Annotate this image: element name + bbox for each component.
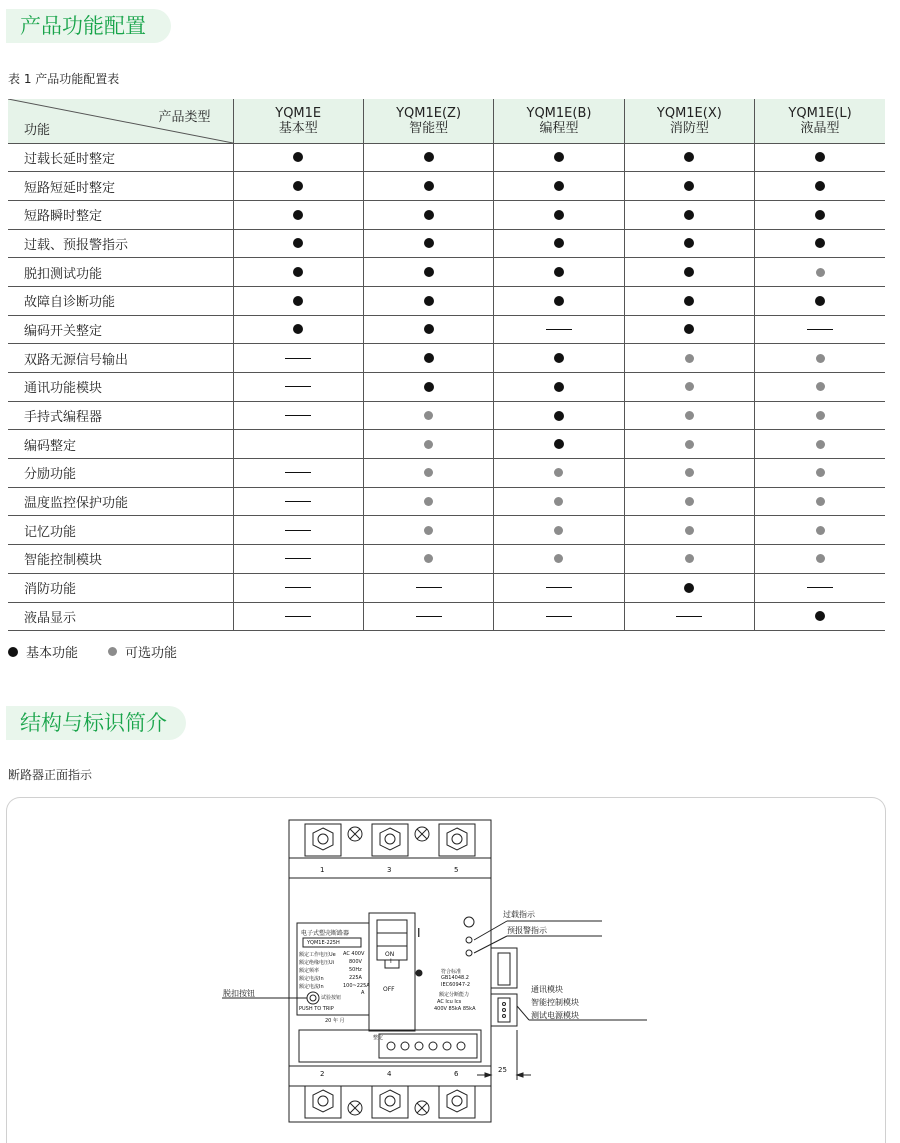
feature-cell <box>363 459 493 488</box>
table-row <box>8 602 885 631</box>
basic-dot-icon <box>554 439 564 449</box>
feature-cell <box>494 545 624 574</box>
optional-dot-icon <box>424 554 433 563</box>
feature-cell <box>755 229 885 258</box>
table-row <box>8 459 885 488</box>
feature-cell <box>755 258 885 287</box>
optional-dot-icon <box>685 354 694 363</box>
basic-dot-icon <box>293 210 303 220</box>
optional-dot-icon <box>685 497 694 506</box>
corner-product-type-label: 产品类型 <box>158 110 211 125</box>
basic-dot-icon <box>684 583 694 593</box>
optional-dot-icon <box>108 647 117 656</box>
nameplate-unit: A <box>361 990 365 996</box>
feature-cell <box>624 172 754 201</box>
callout-comm-module: 通讯模块 <box>531 985 563 994</box>
basic-dot-icon <box>554 238 564 248</box>
not-available-dash-icon <box>285 415 311 416</box>
basic-dot-icon <box>684 238 694 248</box>
feature-cell <box>233 516 363 545</box>
feature-cell <box>624 143 754 172</box>
basic-dot-icon <box>554 296 564 306</box>
column-header <box>494 99 624 143</box>
table-row <box>8 430 885 459</box>
optional-dot-icon <box>685 382 694 391</box>
legend-basic-label: 基本功能 <box>26 646 79 661</box>
table-caption: 表 1 产品功能配置表 <box>8 72 120 86</box>
feature-cell <box>363 286 493 315</box>
optional-dot-icon <box>816 497 825 506</box>
table-row <box>8 143 885 172</box>
nameplate-title: 电子式塑壳断路器 <box>301 930 350 937</box>
feature-cell <box>363 545 493 574</box>
feature-cell <box>755 286 885 315</box>
basic-dot-icon <box>815 152 825 162</box>
feature-cell <box>494 373 624 402</box>
nameplate-key: 额定绝缘电压Ui <box>299 960 335 966</box>
feature-cell <box>624 229 754 258</box>
feature-cell <box>363 373 493 402</box>
not-available-dash-icon <box>546 616 572 617</box>
column-model: YQM1E(X) <box>656 105 722 121</box>
feature-cell <box>624 516 754 545</box>
feature-cell <box>624 430 754 459</box>
column-type: 智能型 <box>409 120 449 136</box>
column-header <box>624 99 754 143</box>
feature-cell <box>755 315 885 344</box>
standards-line: GB14048.2 <box>441 975 469 981</box>
optional-dot-icon <box>685 554 694 563</box>
table-legend <box>8 642 207 661</box>
feature-cell <box>233 545 363 574</box>
basic-dot-icon <box>684 296 694 306</box>
basic-dot-icon <box>684 324 694 334</box>
feature-cell <box>494 315 624 344</box>
basic-dot-icon <box>293 152 303 162</box>
feature-cell <box>755 573 885 602</box>
feature-cell <box>233 286 363 315</box>
column-header <box>233 99 363 143</box>
column-model: YQM1E <box>275 105 322 121</box>
callout-trip-button: 脱扣按钮 <box>223 989 255 998</box>
feature-cell <box>494 344 624 373</box>
corner-function-label: 功能 <box>24 122 51 138</box>
feature-cell <box>624 401 754 430</box>
legend-optional-label: 可选功能 <box>125 646 178 661</box>
nameplate-value: 225A <box>349 975 362 981</box>
function-name-cell: 短路瞬时整定 <box>8 200 233 229</box>
optional-dot-icon <box>424 468 433 477</box>
feature-cell <box>233 487 363 516</box>
nameplate-key: 额定频率 <box>299 968 320 974</box>
basic-dot-icon <box>424 324 434 334</box>
section-title-product-config: 产品功能配置 <box>6 9 171 43</box>
not-available-dash-icon <box>285 386 311 387</box>
feature-cell <box>363 516 493 545</box>
feature-cell <box>233 573 363 602</box>
function-name-cell: 过载、预报警指示 <box>8 229 233 258</box>
nameplate-value: AC 400V <box>343 951 365 957</box>
feature-cell <box>494 602 624 631</box>
breaking-row: 400V 85kA 85kA <box>434 1006 476 1012</box>
feature-cell <box>624 487 754 516</box>
table-row <box>8 573 885 602</box>
feature-cell <box>624 373 754 402</box>
column-type: 消防型 <box>669 120 709 136</box>
feature-cell <box>363 487 493 516</box>
feature-cell <box>233 229 363 258</box>
nameplate-key: 额定电流In <box>299 984 324 990</box>
function-name-cell: 记忆功能 <box>8 516 233 545</box>
dimension-label: 25 <box>498 1066 507 1074</box>
nameplate-key: 额定电流In <box>299 976 324 982</box>
table-row <box>8 401 885 430</box>
basic-dot-icon <box>554 382 564 392</box>
standards-line: 额定分断能力 <box>439 992 470 998</box>
optional-dot-icon <box>816 268 825 277</box>
not-available-dash-icon <box>285 530 311 531</box>
basic-dot-icon <box>424 382 434 392</box>
function-name-cell: 脱扣测试功能 <box>8 258 233 287</box>
basic-dot-icon <box>8 647 18 657</box>
optional-dot-icon <box>685 468 694 477</box>
feature-cell <box>363 143 493 172</box>
function-name-cell: 故障自诊断功能 <box>8 286 233 315</box>
feature-cell <box>755 602 885 631</box>
nameplate-push-to-trip: PUSH TO TRIP <box>299 1006 334 1012</box>
column-type: 液晶型 <box>800 120 840 136</box>
column-model: YQM1E(B) <box>526 105 592 121</box>
feature-cell <box>494 172 624 201</box>
basic-dot-icon <box>815 181 825 191</box>
breaking-head: AC Icu Ics <box>437 999 462 1005</box>
basic-dot-icon <box>815 210 825 220</box>
not-available-dash-icon <box>546 587 572 588</box>
feature-cell <box>363 344 493 373</box>
feature-cell <box>494 229 624 258</box>
optional-dot-icon <box>554 554 563 563</box>
optional-dot-icon <box>816 468 825 477</box>
feature-cell <box>363 573 493 602</box>
basic-dot-icon <box>684 181 694 191</box>
feature-cell <box>755 373 885 402</box>
basic-dot-icon <box>815 611 825 621</box>
feature-cell <box>233 143 363 172</box>
basic-dot-icon <box>554 152 564 162</box>
feature-cell <box>755 344 885 373</box>
basic-dot-icon <box>424 181 434 191</box>
not-available-dash-icon <box>285 501 311 502</box>
basic-dot-icon <box>554 267 564 277</box>
feature-cell <box>494 258 624 287</box>
basic-dot-icon <box>554 411 564 421</box>
feature-cell <box>494 200 624 229</box>
feature-cell <box>755 487 885 516</box>
feature-cell <box>494 286 624 315</box>
table-header-row <box>8 99 885 143</box>
terminal-label-bottom: 6 <box>454 1070 459 1078</box>
feature-cell <box>755 430 885 459</box>
feature-cell <box>233 344 363 373</box>
feature-cell <box>624 459 754 488</box>
basic-dot-icon <box>293 267 303 277</box>
basic-dot-icon <box>424 296 434 306</box>
column-model: YQM1E(Z) <box>396 105 462 121</box>
feature-cell <box>494 487 624 516</box>
callout-prealarm-indicator: 预报警指示 <box>507 926 547 935</box>
function-name-cell: 短路短延时整定 <box>8 172 233 201</box>
basic-dot-icon <box>424 353 434 363</box>
feature-cell <box>363 315 493 344</box>
nameplate-value: 50Hz <box>349 967 362 973</box>
not-available-dash-icon <box>546 329 572 330</box>
table-row <box>8 172 885 201</box>
indicator-mark: I <box>417 926 421 940</box>
basic-dot-icon <box>815 238 825 248</box>
function-name-cell: 过载长延时整定 <box>8 143 233 172</box>
terminal-label-top: 5 <box>454 866 459 874</box>
feature-cell <box>233 401 363 430</box>
optional-dot-icon <box>554 468 563 477</box>
optional-dot-icon <box>424 526 433 535</box>
table-row <box>8 200 885 229</box>
column-header <box>363 99 493 143</box>
feature-cell <box>624 573 754 602</box>
basic-dot-icon <box>554 353 564 363</box>
basic-dot-icon <box>424 238 434 248</box>
feature-cell <box>755 200 885 229</box>
optional-dot-icon <box>816 382 825 391</box>
basic-dot-icon <box>293 324 303 334</box>
optional-dot-icon <box>816 554 825 563</box>
feature-cell <box>233 200 363 229</box>
nameplate-model: YQM1E-225H <box>307 940 340 946</box>
basic-dot-icon <box>554 210 564 220</box>
function-name-cell: 通讯功能模块 <box>8 373 233 402</box>
feature-cell <box>755 545 885 574</box>
table-row <box>8 315 885 344</box>
not-available-dash-icon <box>416 587 442 588</box>
not-available-dash-icon <box>285 587 311 588</box>
basic-dot-icon <box>815 296 825 306</box>
legend-optional <box>108 642 177 661</box>
basic-dot-icon <box>554 181 564 191</box>
breaker-front-diagram <box>6 797 886 1143</box>
nameplate-key: 额定工作电压Ue <box>299 952 336 958</box>
optional-dot-icon <box>554 526 563 535</box>
basic-dot-icon <box>293 296 303 306</box>
switch-on-label: ON <box>385 951 395 958</box>
feature-cell <box>363 229 493 258</box>
feature-cell <box>363 430 493 459</box>
terminal-label-bottom: 2 <box>320 1070 325 1078</box>
table-row <box>8 487 885 516</box>
table-row <box>8 373 885 402</box>
table-row <box>8 344 885 373</box>
optional-dot-icon <box>685 411 694 420</box>
callout-overload-indicator: 过载指示 <box>503 910 535 919</box>
feature-cell <box>624 545 754 574</box>
feature-cell <box>363 401 493 430</box>
switch-on-mark: I <box>390 958 392 965</box>
function-name-cell: 液晶显示 <box>8 602 233 631</box>
feature-cell <box>494 516 624 545</box>
feature-cell <box>755 172 885 201</box>
column-type: 基本型 <box>278 120 318 136</box>
table-row <box>8 286 885 315</box>
feature-cell <box>233 172 363 201</box>
function-name-cell: 编码开关整定 <box>8 315 233 344</box>
feature-cell <box>624 344 754 373</box>
column-header <box>755 99 885 143</box>
callout-smart-control-module: 智能控制模块 <box>531 998 579 1007</box>
optional-dot-icon <box>816 411 825 420</box>
section-title-structure: 结构与标识简介 <box>6 706 186 740</box>
basic-dot-icon <box>424 152 434 162</box>
feature-cell <box>363 172 493 201</box>
column-model: YQM1E(L) <box>788 105 852 121</box>
feature-cell <box>755 459 885 488</box>
function-name-cell: 双路无源信号输出 <box>8 344 233 373</box>
not-available-dash-icon <box>807 329 833 330</box>
feature-cell <box>494 459 624 488</box>
table-row <box>8 545 885 574</box>
terminal-label-bottom: 4 <box>387 1070 392 1078</box>
feature-cell <box>233 430 363 459</box>
bottom-panel-label: 整定 <box>373 1035 384 1041</box>
standards-line: IEC60947-2 <box>441 982 471 988</box>
optional-dot-icon <box>685 526 694 535</box>
function-name-cell: 智能控制模块 <box>8 545 233 574</box>
basic-dot-icon <box>424 210 434 220</box>
feature-cell <box>233 602 363 631</box>
feature-cell <box>494 430 624 459</box>
not-available-dash-icon <box>285 358 311 359</box>
feature-cell <box>363 602 493 631</box>
feature-cell <box>624 286 754 315</box>
basic-dot-icon <box>424 267 434 277</box>
feature-cell <box>363 258 493 287</box>
feature-cell <box>233 258 363 287</box>
basic-dot-icon <box>684 152 694 162</box>
feature-cell <box>233 315 363 344</box>
optional-dot-icon <box>816 354 825 363</box>
feature-cell <box>233 459 363 488</box>
table-row <box>8 516 885 545</box>
optional-dot-icon <box>424 440 433 449</box>
function-name-cell: 编码整定 <box>8 430 233 459</box>
feature-cell <box>494 143 624 172</box>
nameplate-test-label: 试验按钮 <box>321 995 342 1001</box>
optional-dot-icon <box>424 411 433 420</box>
feature-cell <box>624 315 754 344</box>
function-name-cell: 温度监控保护功能 <box>8 487 233 516</box>
function-name-cell: 分励功能 <box>8 459 233 488</box>
function-name-cell: 消防功能 <box>8 573 233 602</box>
not-available-dash-icon <box>807 587 833 588</box>
optional-dot-icon <box>554 497 563 506</box>
nameplate-date: 20 年 月 <box>325 1018 345 1024</box>
not-available-dash-icon <box>416 616 442 617</box>
nameplate-value: 800V <box>349 959 362 965</box>
table-row <box>8 258 885 287</box>
terminal-label-top: 3 <box>387 866 392 874</box>
callout-test-power-module: 测试电源模块 <box>531 1011 579 1020</box>
feature-cell <box>233 373 363 402</box>
basic-dot-icon <box>293 181 303 191</box>
feature-cell <box>755 516 885 545</box>
feature-cell <box>755 143 885 172</box>
nameplate-value: 100~225A <box>343 983 370 989</box>
feature-cell <box>755 401 885 430</box>
table-row <box>8 229 885 258</box>
feature-cell <box>624 258 754 287</box>
optional-dot-icon <box>816 526 825 535</box>
optional-dot-icon <box>685 440 694 449</box>
feature-cell <box>624 602 754 631</box>
not-available-dash-icon <box>285 472 311 473</box>
not-available-dash-icon <box>676 616 702 617</box>
product-config-table <box>8 99 885 631</box>
not-available-dash-icon <box>285 616 311 617</box>
feature-cell <box>624 200 754 229</box>
optional-dot-icon <box>424 497 433 506</box>
feature-cell <box>494 401 624 430</box>
standards-line: 符合标准 <box>441 969 462 975</box>
terminal-label-top: 1 <box>320 866 325 874</box>
switch-off-label: OFF <box>383 986 395 993</box>
basic-dot-icon <box>684 267 694 277</box>
not-available-dash-icon <box>285 558 311 559</box>
diagram-caption: 断路器正面指示 <box>8 768 93 782</box>
basic-dot-icon <box>293 238 303 248</box>
table-corner-header <box>8 99 233 143</box>
function-name-cell: 手持式编程器 <box>8 401 233 430</box>
feature-cell <box>494 573 624 602</box>
column-type: 编程型 <box>539 120 579 136</box>
optional-dot-icon <box>816 440 825 449</box>
basic-dot-icon <box>684 210 694 220</box>
legend-basic <box>8 642 78 661</box>
feature-cell <box>363 200 493 229</box>
